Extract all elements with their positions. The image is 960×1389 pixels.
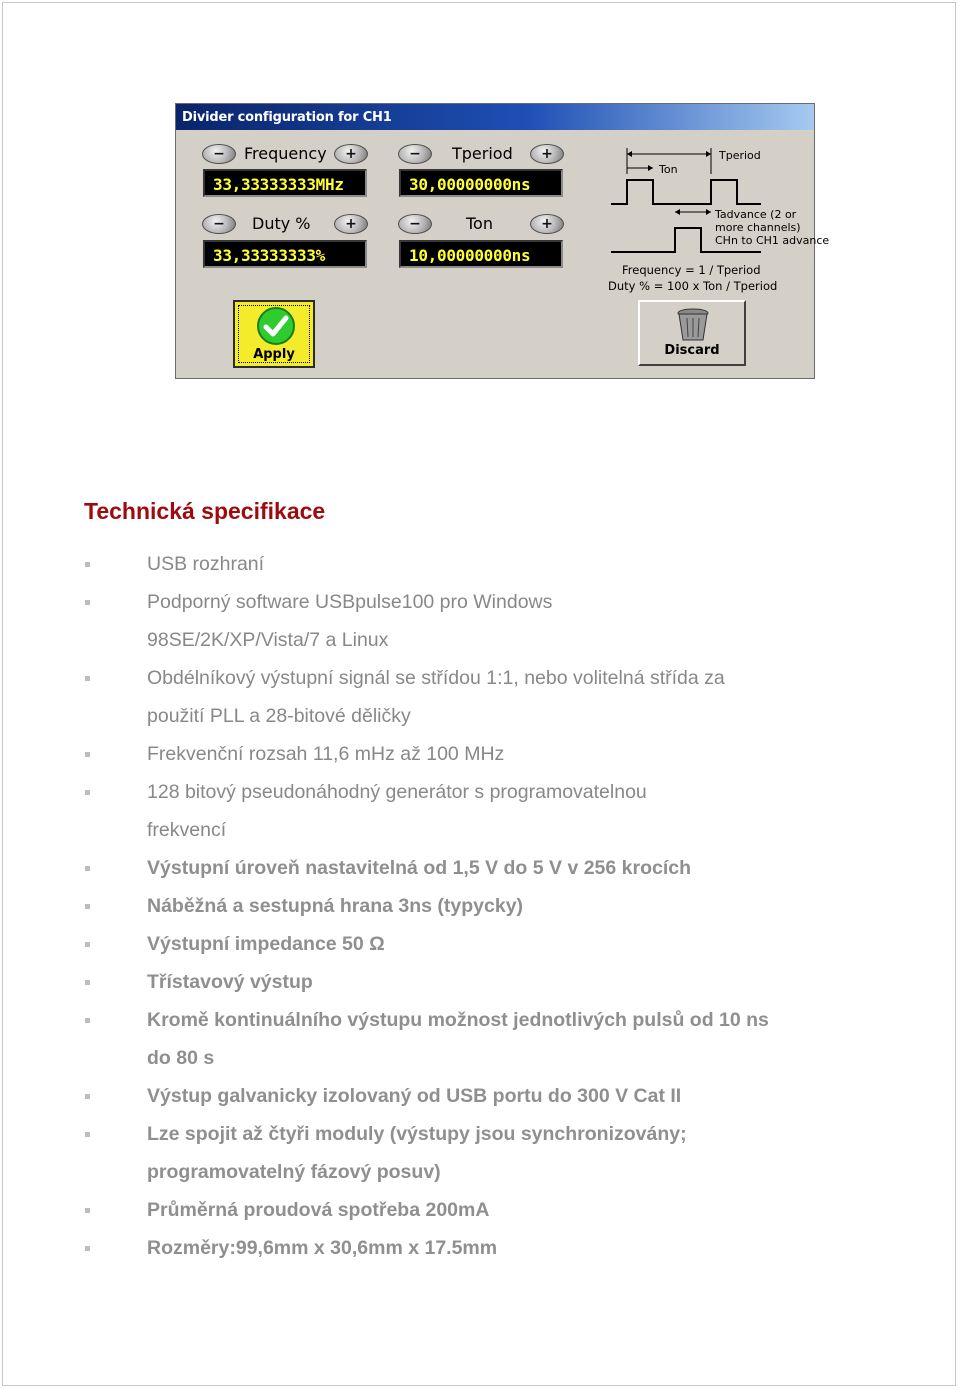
tadvance-label-3: CHn to CH1 advance	[715, 234, 830, 247]
formula-duty: Duty % = 100 x Ton / Tperiod	[608, 279, 778, 293]
ton-header	[398, 212, 564, 238]
bullet-icon	[85, 790, 90, 795]
spec-line: Lze spojit až čtyři moduly (výstupy jsou synchronizovány;	[147, 1123, 687, 1145]
ton-diagram-label: Ton	[659, 163, 678, 176]
frequency-increase-button[interactable]	[334, 144, 368, 164]
tperiod-display[interactable]	[399, 169, 563, 197]
frequency-display[interactable]	[203, 169, 367, 197]
bullet-icon	[85, 1018, 90, 1023]
frequency-header	[202, 142, 368, 168]
spec-line: 98SE/2K/XP/Vista/7 a Linux	[147, 629, 389, 651]
arrow-right-icon	[706, 209, 711, 215]
bullet-icon	[85, 942, 90, 947]
discard-label: Discard	[664, 343, 720, 358]
arrow-right-icon	[706, 151, 711, 157]
check-icon	[256, 306, 296, 346]
trash-can-icon	[673, 306, 713, 342]
tperiod-value: 30,00000000ns	[409, 175, 531, 194]
spec-line: USB rozhraní	[147, 553, 265, 575]
formulas	[608, 262, 808, 294]
spec-line: Obdélníkový výstupní signál se střídou 1:1, nebo volitelná střída za	[147, 667, 725, 689]
spec-line: 128 bitový pseudonáhodný generátor s programovatelnou	[147, 781, 647, 803]
spec-line: Třístavový výstup	[147, 971, 313, 993]
apply-label: Apply	[253, 347, 295, 362]
bullet-icon	[85, 1208, 90, 1213]
spec-line: Náběžná a sestupná hrana 3ns (typycky)	[147, 895, 524, 917]
minus-icon: −	[213, 216, 225, 232]
frequency-value: 33,33333333MHz	[213, 175, 344, 194]
arrow-right-icon	[648, 165, 653, 171]
bullet-icon	[85, 980, 90, 985]
spec-line: Výstupní úroveň nastavitelná od 1,5 V do 5 V v 256 krocích	[147, 857, 692, 879]
arrow-left-icon	[627, 151, 632, 157]
spec-line: Kromě kontinuálního výstupu možnost jednotlivých pulsů od 10 ns	[147, 1009, 769, 1031]
plus-icon: +	[541, 146, 553, 162]
bullet-icon	[85, 752, 90, 757]
dialog-titlebar[interactable]	[176, 104, 814, 130]
apply-button[interactable]	[233, 300, 315, 368]
bullet-icon	[85, 1094, 90, 1099]
ton-display[interactable]	[399, 240, 563, 268]
tperiod-decrease-button[interactable]	[398, 144, 432, 164]
duty-value: 33,33333333%	[213, 246, 325, 265]
timing-diagram	[611, 144, 830, 262]
bullet-icon	[85, 904, 90, 909]
ton-increase-button[interactable]	[530, 214, 564, 234]
spec-title: Technická specifikace	[84, 498, 326, 524]
arrow-left-icon	[675, 209, 680, 215]
spec-line: Průměrná proudová spotřeba 200mA	[147, 1199, 490, 1221]
minus-icon: −	[409, 216, 421, 232]
spec-line: použití PLL a 28-bitové děličky	[147, 705, 411, 727]
bullet-icon	[85, 600, 90, 605]
plus-icon: +	[541, 216, 553, 232]
minus-icon: −	[213, 146, 225, 162]
frequency-decrease-button[interactable]	[202, 144, 236, 164]
tperiod-diagram-label: Tperiod	[719, 149, 761, 162]
divider-config-dialog	[175, 103, 830, 379]
tperiod-label: Tperiod	[452, 144, 513, 163]
spec-line: Výstupní impedance 50 Ω	[147, 933, 385, 955]
duty-header	[202, 212, 368, 238]
bullet-icon	[85, 866, 90, 871]
discard-button[interactable]	[638, 300, 746, 366]
tperiod-increase-button[interactable]	[530, 144, 564, 164]
spec-line: Frekvenční rozsah 11,6 mHz až 100 MHz	[147, 743, 505, 765]
plus-icon: +	[345, 216, 357, 232]
tperiod-header	[398, 142, 564, 168]
duty-increase-button[interactable]	[334, 214, 368, 234]
formula-frequency: Frequency = 1 / Tperiod	[622, 263, 761, 277]
tadvance-label-2: more channels)	[715, 221, 801, 234]
bullet-icon	[85, 676, 90, 681]
bullet-icon	[85, 562, 90, 567]
duty-label: Duty %	[252, 214, 311, 233]
spec-line: do 80 s	[147, 1047, 215, 1069]
spec-line: Výstup galvanicky izolovaný od USB portu do 300 V Cat II	[147, 1085, 682, 1107]
ch1-waveform	[611, 180, 761, 204]
plus-icon: +	[345, 146, 357, 162]
spec-line: frekvencí	[147, 819, 227, 841]
bullet-icon	[85, 1132, 90, 1137]
bullet-icon	[85, 1246, 90, 1251]
spec-line: Rozměry:99,6mm x 30,6mm x 17.5mm	[147, 1237, 498, 1259]
spec-line: programovatelný fázový posuv)	[147, 1161, 441, 1183]
dialog-title: Divider configuration for CH1	[182, 110, 392, 125]
duty-display[interactable]	[203, 240, 367, 268]
duty-decrease-button[interactable]	[202, 214, 236, 234]
frequency-label: Frequency	[244, 144, 327, 163]
minus-icon: −	[409, 146, 421, 162]
ton-value: 10,00000000ns	[409, 246, 531, 265]
tadvance-label-1: Tadvance (2 or	[715, 208, 797, 221]
spec-line: Podporný software USBpulse100 pro Windows	[147, 591, 553, 613]
ton-decrease-button[interactable]	[398, 214, 432, 234]
ton-label: Ton	[466, 214, 493, 233]
